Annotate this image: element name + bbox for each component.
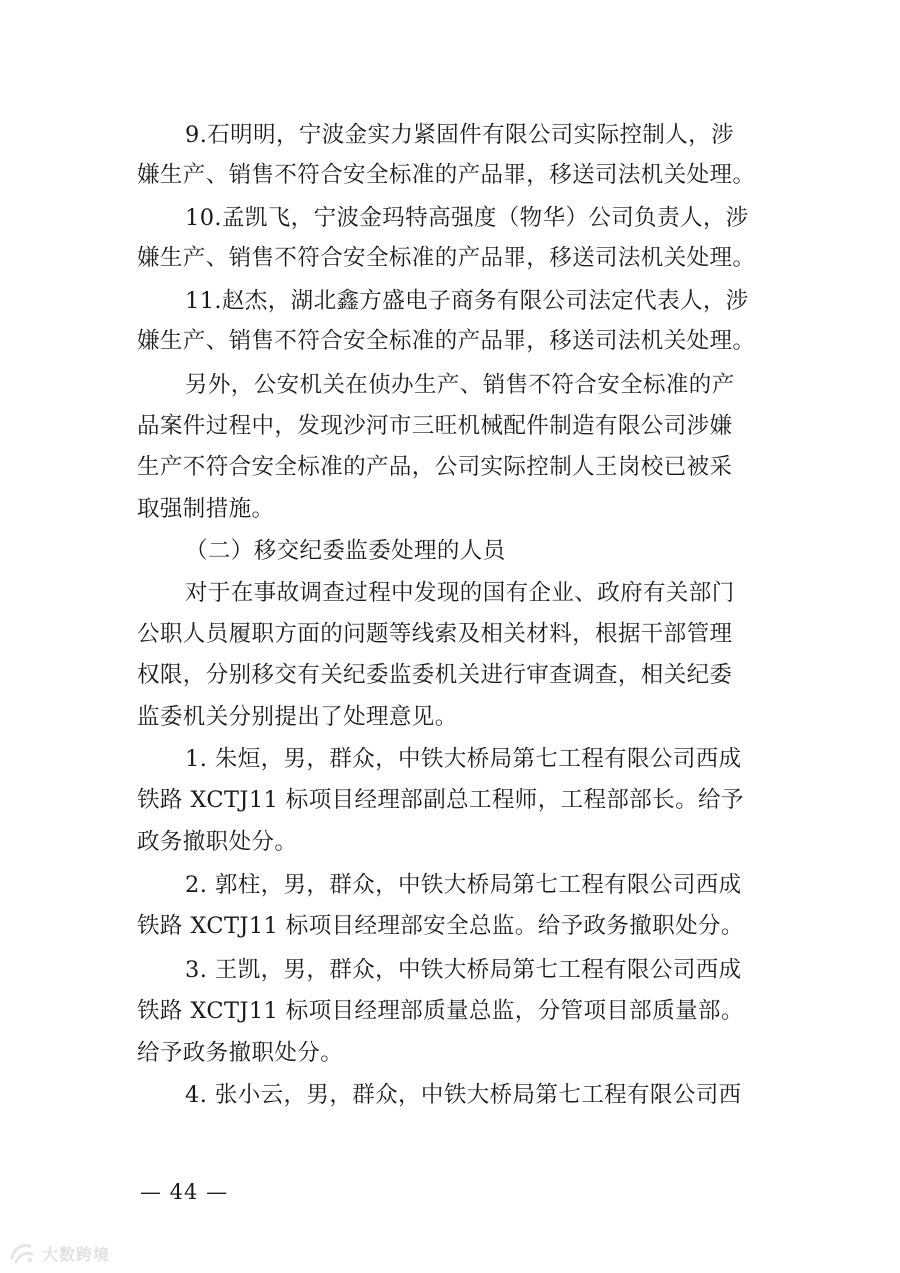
text-line: 嫌生产、销售不符合安全标准的产品罪，移送司法机关处理。 — [137, 245, 756, 271]
text-line: 1. 朱烜，男，群众，中铁大桥局第七工程有限公司西成 — [185, 746, 742, 772]
text-line: 铁路 XCTJ11 标项目经理部安全总监。给予政务撤职处分。 — [137, 913, 744, 939]
text-line: 9.石明明，宁波金实力紧固件有限公司实际控制人，涉 — [185, 122, 734, 148]
text-line: 嫌生产、销售不符合安全标准的产品罪，移送司法机关处理。 — [137, 162, 756, 188]
text-line: 铁路 XCTJ11 标项目经理部质量总监，分管项目部质量部。 — [137, 998, 744, 1024]
text-line: 对于在事故调查过程中发现的国有企业、政府有关部门 — [185, 580, 735, 606]
text-line: 公职人员履职方面的问题等线索及相关材料，根据干部管理 — [137, 621, 733, 647]
text-line: 取强制措施。 — [137, 496, 275, 522]
text-line: 政务撤职处分。 — [137, 829, 298, 855]
text-line: 3. 王凯，男，群众，中铁大桥局第七工程有限公司西成 — [185, 957, 742, 983]
text-line: 4. 张小云，男，群众，中铁大桥局第七工程有限公司西 — [185, 1082, 742, 1108]
section-heading: （二）移交纪委监委处理的人员 — [185, 538, 506, 564]
watermark — [8, 1240, 110, 1266]
text-line: 监委机关分别提出了处理意见。 — [137, 704, 458, 730]
text-line: 权限，分别移交有关纪委监委机关进行审查调查，相关纪委 — [137, 662, 733, 688]
watermark-text: 大数跨境 — [42, 1244, 111, 1264]
text-line: 生产不符合安全标准的产品，公司实际控制人王岗校已被采 — [137, 454, 733, 480]
text-line: 10.孟凯飞，宁波金玛特高强度（物华）公司负责人，涉 — [185, 205, 749, 231]
page-number: — 44 — — [140, 1180, 229, 1204]
text-line: 2. 郭柱，男，群众，中铁大桥局第七工程有限公司西成 — [185, 872, 742, 898]
text-line: 给予政务撤职处分。 — [137, 1040, 344, 1066]
text-line: 铁路 XCTJ11 标项目经理部副总工程师，工程部部长。给予 — [137, 787, 744, 813]
text-line: 品案件过程中，发现沙河市三旺机械配件制造有限公司涉嫌 — [137, 413, 733, 439]
text-line: 11.赵杰，湖北鑫方盛电子商务有限公司法定代表人，涉 — [185, 288, 749, 314]
text-line: 嫌生产、销售不符合安全标准的产品罪，移送司法机关处理。 — [137, 328, 756, 354]
watermark-logo-icon — [8, 1240, 36, 1266]
text-line: 另外，公安机关在侦办生产、销售不符合安全标准的产 — [185, 372, 735, 398]
